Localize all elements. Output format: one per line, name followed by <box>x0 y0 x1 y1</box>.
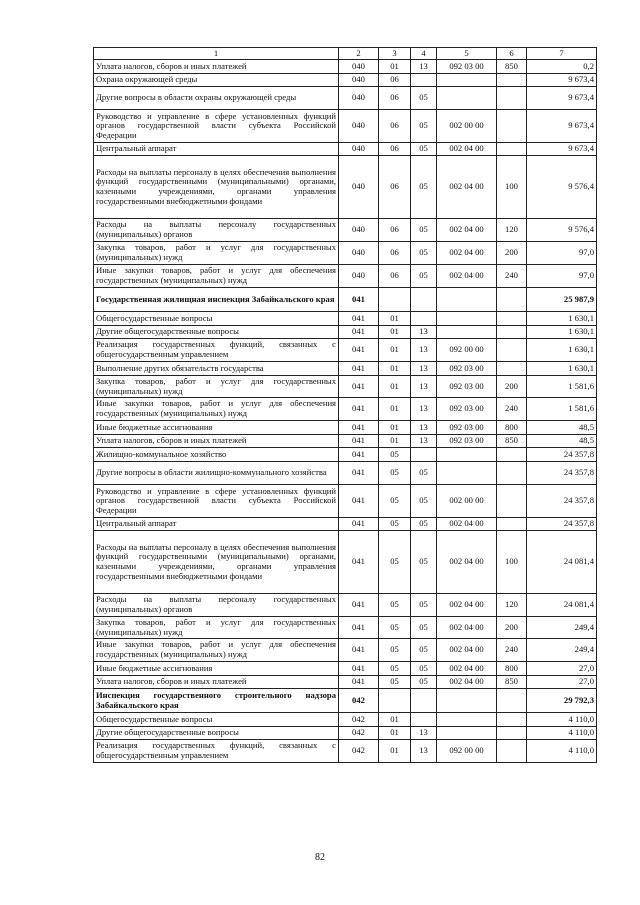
section-code: 01 <box>379 740 411 763</box>
amount: 97,0 <box>527 265 597 288</box>
row-name: Другие вопросы в области охраны окружающей среды <box>94 87 339 110</box>
section-code: 05 <box>379 617 411 639</box>
column-header: 5 <box>437 48 497 60</box>
amount: 29 792,3 <box>527 689 597 713</box>
expense-type-code <box>497 518 527 531</box>
subsection-code <box>411 713 437 727</box>
section-code: 06 <box>379 219 411 242</box>
expense-type-code <box>497 87 527 110</box>
amount: 24 357,8 <box>527 448 597 462</box>
subsection-code: 05 <box>411 242 437 265</box>
column-header: 4 <box>411 48 437 60</box>
table-row <box>94 462 597 485</box>
subsection-code: 05 <box>411 462 437 485</box>
ministry-code: 041 <box>339 435 379 448</box>
target-article-code: 002 04 00 <box>437 676 497 689</box>
expense-type-code <box>497 485 527 518</box>
target-article-code <box>437 448 497 462</box>
row-name: Закупка товаров, работ и услуг для государственных (муниципальных) нужд <box>94 242 339 265</box>
ministry-code: 041 <box>339 326 379 339</box>
target-article-code <box>437 689 497 713</box>
subsection-code: 13 <box>411 339 437 362</box>
row-name: Центральный аппарат <box>94 518 339 531</box>
page-number: 82 <box>315 852 325 863</box>
subsection-code: 05 <box>411 143 437 156</box>
target-article-code: 002 04 00 <box>437 531 497 594</box>
target-article-code: 002 04 00 <box>437 518 497 531</box>
expense-type-code: 100 <box>497 531 527 594</box>
table-row <box>94 713 597 727</box>
row-name: Иные закупки товаров, работ и услуг для обеспечения государственных (муниципальных) нужд <box>94 639 339 662</box>
ministry-code: 040 <box>339 143 379 156</box>
subsection-code: 05 <box>411 531 437 594</box>
table-row <box>94 689 597 713</box>
row-name: Расходы на выплаты персоналу государственных (муниципальных) органов <box>94 594 339 617</box>
section-code: 05 <box>379 462 411 485</box>
ministry-code: 042 <box>339 713 379 727</box>
table-row <box>94 60 597 74</box>
subsection-code: 13 <box>411 740 437 763</box>
row-name: Реализация государственных функций, связанных с общегосударственным управлением <box>94 339 339 362</box>
subsection-code: 13 <box>411 727 437 740</box>
expense-type-code <box>497 462 527 485</box>
expense-type-code: 800 <box>497 662 527 676</box>
section-code: 05 <box>379 448 411 462</box>
ministry-code: 040 <box>339 60 379 74</box>
table-row <box>94 518 597 531</box>
table-row <box>94 376 597 398</box>
table-row <box>94 87 597 110</box>
subsection-code: 05 <box>411 617 437 639</box>
amount: 27,0 <box>527 662 597 676</box>
table-row <box>94 143 597 156</box>
table-row <box>94 312 597 326</box>
amount: 48,5 <box>527 421 597 435</box>
row-name: Уплата налогов, сборов и иных платежей <box>94 435 339 448</box>
expense-type-code: 240 <box>497 265 527 288</box>
expense-type-code <box>497 339 527 362</box>
table-row <box>94 617 597 639</box>
target-article-code: 002 04 00 <box>437 219 497 242</box>
row-name: Иные бюджетные ассигнования <box>94 421 339 435</box>
section-code: 05 <box>379 594 411 617</box>
expense-type-code <box>497 326 527 339</box>
table-row <box>94 156 597 219</box>
amount: 9 673,4 <box>527 74 597 87</box>
row-name: Закупка товаров, работ и услуг для государственных (муниципальных) нужд <box>94 617 339 639</box>
table-row <box>94 740 597 763</box>
amount: 25 987,9 <box>527 288 597 312</box>
target-article-code: 092 03 00 <box>437 435 497 448</box>
expense-type-code: 240 <box>497 639 527 662</box>
table-row <box>94 531 597 594</box>
subsection-code: 13 <box>411 362 437 376</box>
subsection-code: 05 <box>411 110 437 143</box>
target-article-code <box>437 326 497 339</box>
target-article-code: 002 04 00 <box>437 639 497 662</box>
target-article-code: 002 04 00 <box>437 594 497 617</box>
section-code: 01 <box>379 713 411 727</box>
ministry-code: 042 <box>339 727 379 740</box>
subsection-code: 05 <box>411 156 437 219</box>
section-code: 05 <box>379 485 411 518</box>
section-code: 01 <box>379 362 411 376</box>
row-name: Общегосударственные вопросы <box>94 713 339 727</box>
target-article-code: 002 04 00 <box>437 143 497 156</box>
subsection-code <box>411 74 437 87</box>
section-code: 06 <box>379 74 411 87</box>
subsection-code <box>411 689 437 713</box>
expense-type-code <box>497 740 527 763</box>
section-code: 06 <box>379 242 411 265</box>
table-row <box>94 676 597 689</box>
subsection-code: 05 <box>411 485 437 518</box>
target-article-code: 092 03 00 <box>437 398 497 421</box>
section-code: 01 <box>379 326 411 339</box>
expense-type-code <box>497 448 527 462</box>
row-name: Руководство и управление в сфере установленных функций органов государственной власти субъекта Российской Федерации <box>94 110 339 143</box>
section-code: 05 <box>379 531 411 594</box>
section-code: 05 <box>379 662 411 676</box>
amount: 1 581,6 <box>527 398 597 421</box>
row-name: Другие общегосударственные вопросы <box>94 326 339 339</box>
section-code <box>379 689 411 713</box>
expense-type-code: 850 <box>497 60 527 74</box>
ministry-code: 041 <box>339 639 379 662</box>
expense-type-code: 120 <box>497 219 527 242</box>
row-name: Уплата налогов, сборов и иных платежей <box>94 676 339 689</box>
ministry-code: 041 <box>339 376 379 398</box>
row-name: Уплата налогов, сборов и иных платежей <box>94 60 339 74</box>
subsection-code: 05 <box>411 594 437 617</box>
row-name: Центральный аппарат <box>94 143 339 156</box>
subsection-code: 13 <box>411 398 437 421</box>
table-row <box>94 435 597 448</box>
ministry-code: 040 <box>339 156 379 219</box>
amount: 249,4 <box>527 617 597 639</box>
ministry-code: 041 <box>339 398 379 421</box>
subsection-code <box>411 448 437 462</box>
table-row <box>94 242 597 265</box>
amount: 24 357,8 <box>527 485 597 518</box>
section-code: 05 <box>379 676 411 689</box>
expense-type-code <box>497 312 527 326</box>
ministry-code: 040 <box>339 87 379 110</box>
subsection-code: 05 <box>411 662 437 676</box>
amount: 4 110,0 <box>527 727 597 740</box>
ministry-code: 040 <box>339 110 379 143</box>
ministry-code: 041 <box>339 676 379 689</box>
amount: 24 357,8 <box>527 462 597 485</box>
ministry-code: 040 <box>339 242 379 265</box>
table-row <box>94 110 597 143</box>
subsection-code: 13 <box>411 326 437 339</box>
subsection-code: 13 <box>411 376 437 398</box>
budget-table <box>93 47 597 763</box>
column-header: 7 <box>527 48 597 60</box>
table-row <box>94 639 597 662</box>
amount: 1 630,1 <box>527 326 597 339</box>
expense-type-code: 240 <box>497 398 527 421</box>
amount: 9 673,4 <box>527 110 597 143</box>
section-code: 06 <box>379 143 411 156</box>
target-article-code <box>437 727 497 740</box>
target-article-code: 092 03 00 <box>437 421 497 435</box>
row-name: Иные бюджетные ассигнования <box>94 662 339 676</box>
ministry-code: 041 <box>339 339 379 362</box>
subsection-code: 05 <box>411 87 437 110</box>
target-article-code: 002 04 00 <box>437 265 497 288</box>
expense-type-code <box>497 74 527 87</box>
target-article-code <box>437 288 497 312</box>
table-row <box>94 448 597 462</box>
ministry-code: 041 <box>339 448 379 462</box>
row-name: Расходы на выплаты персоналу в целях обеспечения выполнения функций государственными (муниципальными) органами, казенными учреждениями, органами управления государственными внебюджетными фондами <box>94 156 339 219</box>
table-body <box>94 48 597 763</box>
ministry-code: 040 <box>339 265 379 288</box>
expense-type-code <box>497 727 527 740</box>
row-name: Охрана окружающей среды <box>94 74 339 87</box>
target-article-code: 002 00 00 <box>437 485 497 518</box>
target-article-code: 092 00 00 <box>437 339 497 362</box>
ministry-code: 042 <box>339 740 379 763</box>
amount: 9 673,4 <box>527 87 597 110</box>
section-code: 01 <box>379 312 411 326</box>
ministry-code: 041 <box>339 617 379 639</box>
ministry-code: 040 <box>339 74 379 87</box>
section-code: 06 <box>379 87 411 110</box>
section-code: 06 <box>379 110 411 143</box>
row-name: Выполнение других обязательств государства <box>94 362 339 376</box>
amount: 0,2 <box>527 60 597 74</box>
subsection-code <box>411 288 437 312</box>
subsection-code: 05 <box>411 518 437 531</box>
ministry-code: 042 <box>339 689 379 713</box>
ministry-code: 041 <box>339 462 379 485</box>
row-name: Закупка товаров, работ и услуг для государственных (муниципальных) нужд <box>94 376 339 398</box>
amount: 27,0 <box>527 676 597 689</box>
ministry-code: 041 <box>339 531 379 594</box>
subsection-code: 13 <box>411 421 437 435</box>
subsection-code: 13 <box>411 60 437 74</box>
target-article-code <box>437 74 497 87</box>
target-article-code: 092 03 00 <box>437 362 497 376</box>
section-code: 01 <box>379 376 411 398</box>
amount: 9 576,4 <box>527 156 597 219</box>
section-code: 05 <box>379 518 411 531</box>
row-name: Расходы на выплаты персоналу государственных (муниципальных) органов <box>94 219 339 242</box>
target-article-code: 002 00 00 <box>437 110 497 143</box>
target-article-code <box>437 713 497 727</box>
target-article-code: 002 04 00 <box>437 242 497 265</box>
ministry-code: 041 <box>339 421 379 435</box>
row-name: Государственная жилищная инспекция Забайкальского края <box>94 288 339 312</box>
expense-type-code: 200 <box>497 376 527 398</box>
section-code: 01 <box>379 398 411 421</box>
target-article-code <box>437 462 497 485</box>
table-row <box>94 362 597 376</box>
row-name: Иные закупки товаров, работ и услуг для обеспечения государственных (муниципальных) нужд <box>94 265 339 288</box>
subsection-code: 05 <box>411 219 437 242</box>
expense-type-code: 850 <box>497 676 527 689</box>
row-name: Иные закупки товаров, работ и услуг для обеспечения государственных (муниципальных) нужд <box>94 398 339 421</box>
ministry-code: 041 <box>339 518 379 531</box>
ministry-code: 041 <box>339 288 379 312</box>
subsection-code: 13 <box>411 435 437 448</box>
table-row <box>94 594 597 617</box>
target-article-code <box>437 87 497 110</box>
table-row <box>94 288 597 312</box>
table-header-row <box>94 48 597 60</box>
expense-type-code: 200 <box>497 617 527 639</box>
expense-type-code: 200 <box>497 242 527 265</box>
ministry-code: 041 <box>339 662 379 676</box>
section-code <box>379 288 411 312</box>
section-code: 01 <box>379 339 411 362</box>
target-article-code: 002 04 00 <box>437 617 497 639</box>
expense-type-code: 800 <box>497 421 527 435</box>
table-row <box>94 265 597 288</box>
table-row <box>94 339 597 362</box>
ministry-code: 040 <box>339 219 379 242</box>
target-article-code: 002 04 00 <box>437 156 497 219</box>
section-code: 01 <box>379 435 411 448</box>
column-header: 6 <box>497 48 527 60</box>
expense-type-code: 100 <box>497 156 527 219</box>
amount: 24 081,4 <box>527 594 597 617</box>
row-name: Другие вопросы в области жилищно-коммунального хозяйства <box>94 462 339 485</box>
ministry-code: 041 <box>339 485 379 518</box>
row-name: Общегосударственные вопросы <box>94 312 339 326</box>
expense-type-code <box>497 713 527 727</box>
expense-type-code <box>497 689 527 713</box>
expense-type-code: 120 <box>497 594 527 617</box>
expense-type-code: 850 <box>497 435 527 448</box>
amount: 24 357,8 <box>527 518 597 531</box>
amount: 24 081,4 <box>527 531 597 594</box>
amount: 4 110,0 <box>527 713 597 727</box>
expense-type-code <box>497 143 527 156</box>
row-name: Жилищно-коммунальное хозяйство <box>94 448 339 462</box>
amount: 1 630,1 <box>527 362 597 376</box>
table-row <box>94 662 597 676</box>
expense-type-code <box>497 110 527 143</box>
table-row <box>94 326 597 339</box>
target-article-code: 092 03 00 <box>437 60 497 74</box>
subsection-code: 05 <box>411 265 437 288</box>
row-name: Расходы на выплаты персоналу в целях обеспечения выполнения функций государственными (муниципальными) органами, казенными учреждениями, органами управления государственными внебюджетными фондами <box>94 531 339 594</box>
amount: 97,0 <box>527 242 597 265</box>
target-article-code: 002 04 00 <box>437 662 497 676</box>
ministry-code: 041 <box>339 362 379 376</box>
expense-type-code <box>497 362 527 376</box>
target-article-code <box>437 312 497 326</box>
subsection-code: 05 <box>411 639 437 662</box>
table-row <box>94 421 597 435</box>
row-name: Реализация государственных функций, связанных с общегосударственным управлением <box>94 740 339 763</box>
column-header: 1 <box>94 48 339 60</box>
section-code: 01 <box>379 727 411 740</box>
section-code: 05 <box>379 639 411 662</box>
amount: 1 581,6 <box>527 376 597 398</box>
ministry-code: 041 <box>339 312 379 326</box>
expense-type-code <box>497 288 527 312</box>
target-article-code: 092 03 00 <box>437 376 497 398</box>
table-row <box>94 74 597 87</box>
subsection-code: 05 <box>411 676 437 689</box>
subsection-code <box>411 312 437 326</box>
amount: 1 630,1 <box>527 312 597 326</box>
amount: 9 576,4 <box>527 219 597 242</box>
section-code: 01 <box>379 60 411 74</box>
table-row <box>94 727 597 740</box>
amount: 48,5 <box>527 435 597 448</box>
section-code: 06 <box>379 156 411 219</box>
table-row <box>94 485 597 518</box>
row-name: Инспекция государственного строительного надзора Забайкальского края <box>94 689 339 713</box>
ministry-code: 041 <box>339 594 379 617</box>
amount: 4 110,0 <box>527 740 597 763</box>
row-name: Руководство и управление в сфере установленных функций органов государственной власти субъекта Российской Федерации <box>94 485 339 518</box>
section-code: 06 <box>379 265 411 288</box>
table-row <box>94 398 597 421</box>
column-header: 3 <box>379 48 411 60</box>
amount: 249,4 <box>527 639 597 662</box>
table-row <box>94 219 597 242</box>
row-name: Другие общегосударственные вопросы <box>94 727 339 740</box>
column-header: 2 <box>339 48 379 60</box>
amount: 9 673,4 <box>527 143 597 156</box>
section-code: 01 <box>379 421 411 435</box>
target-article-code: 092 00 00 <box>437 740 497 763</box>
amount: 1 630,1 <box>527 339 597 362</box>
